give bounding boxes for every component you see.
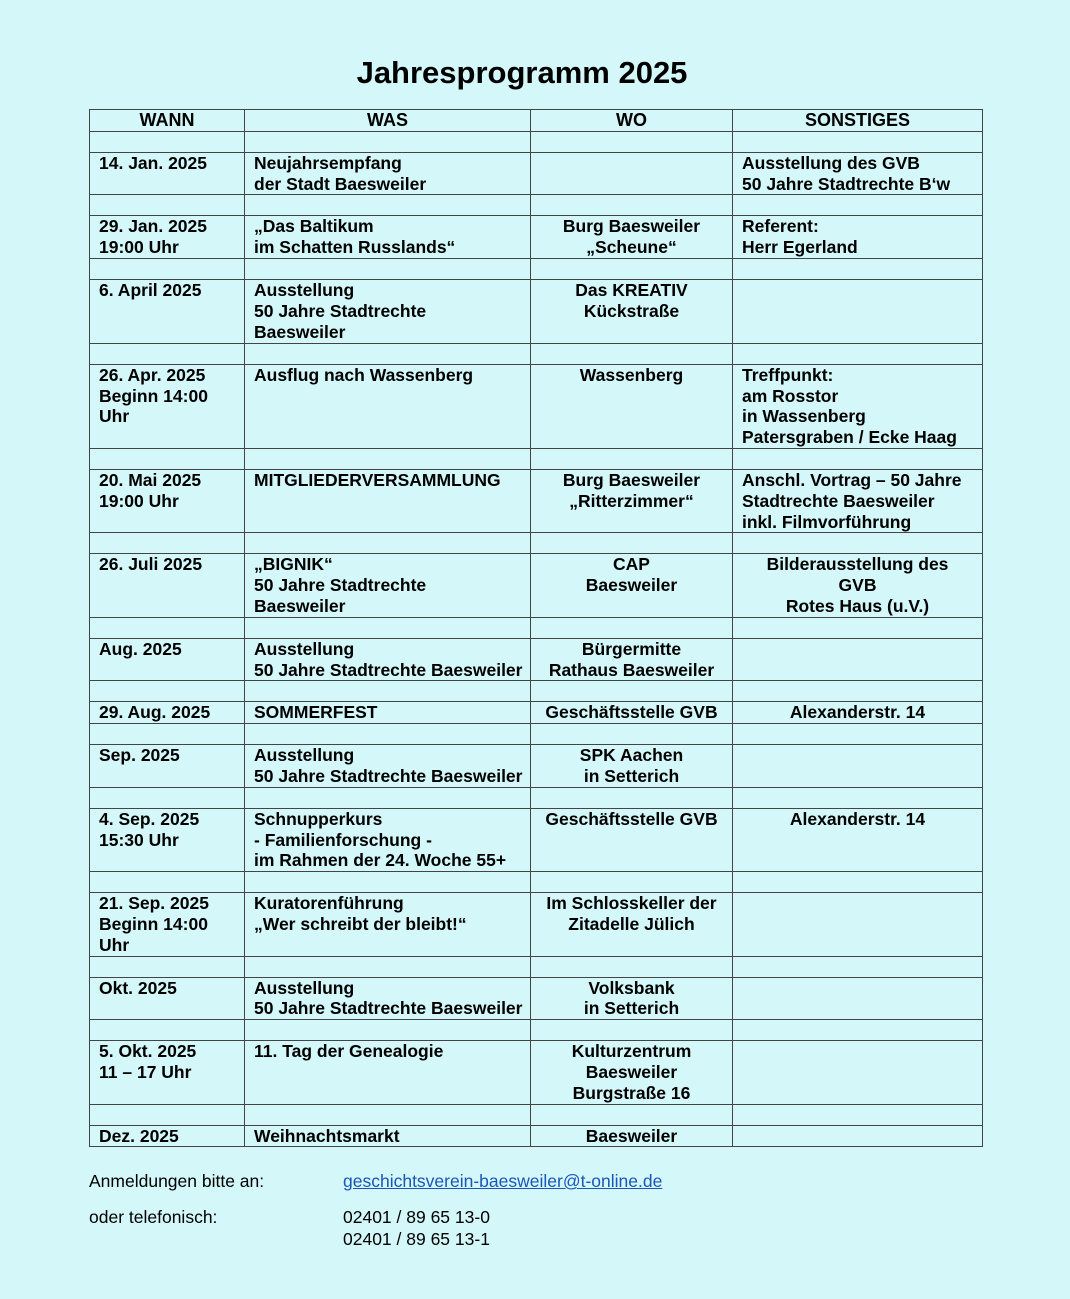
cell-wo bbox=[531, 152, 733, 195]
spacer-cell bbox=[90, 681, 245, 702]
cell-wann: 26. Apr. 2025 Beginn 14:00 Uhr bbox=[90, 364, 245, 448]
table-row bbox=[90, 638, 983, 681]
cell-wann: 6. April 2025 bbox=[90, 280, 245, 343]
spacer-cell bbox=[531, 872, 733, 893]
spacer-cell bbox=[531, 617, 733, 638]
spacer-cell bbox=[733, 448, 983, 469]
cell-sonstiges: Anschl. Vortrag – 50 Jahre Stadtrechte Baesweiler inkl. Filmvorführung bbox=[733, 469, 983, 532]
spacer-row bbox=[90, 872, 983, 893]
spacer-cell bbox=[531, 956, 733, 977]
spacer-cell bbox=[733, 259, 983, 280]
spacer-cell bbox=[531, 343, 733, 364]
header-was: WAS bbox=[245, 110, 531, 132]
table-row bbox=[90, 702, 983, 724]
spacer-cell bbox=[733, 131, 983, 152]
cell-wo: Geschäftsstelle GVB bbox=[531, 808, 733, 871]
program-table bbox=[89, 109, 983, 1147]
phone-row bbox=[89, 1206, 662, 1250]
table-row bbox=[90, 152, 983, 195]
cell-wo: Volksbank in Setterich bbox=[531, 977, 733, 1020]
spacer-row bbox=[90, 724, 983, 745]
cell-was: MITGLIEDERVERSAMMLUNG bbox=[245, 469, 531, 532]
spacer-cell bbox=[733, 787, 983, 808]
cell-wann: 5. Okt. 2025 11 – 17 Uhr bbox=[90, 1041, 245, 1104]
cell-sonstiges: Referent: Herr Egerland bbox=[733, 216, 983, 259]
cell-wo: Wassenberg bbox=[531, 364, 733, 448]
spacer-cell bbox=[531, 195, 733, 216]
spacer-cell bbox=[531, 1104, 733, 1125]
table-row bbox=[90, 1125, 983, 1147]
spacer-cell bbox=[90, 259, 245, 280]
spacer-cell bbox=[90, 872, 245, 893]
table-row bbox=[90, 977, 983, 1020]
spacer-cell bbox=[90, 195, 245, 216]
table-row bbox=[90, 1041, 983, 1104]
spacer-cell bbox=[90, 343, 245, 364]
cell-wo: Burg Baesweiler „Scheune“ bbox=[531, 216, 733, 259]
spacer-cell bbox=[245, 1020, 531, 1041]
spacer-cell bbox=[245, 787, 531, 808]
cell-was: 11. Tag der Genealogie bbox=[245, 1041, 531, 1104]
cell-was: „Das Baltikum im Schatten Russlands“ bbox=[245, 216, 531, 259]
spacer-cell bbox=[245, 724, 531, 745]
spacer-cell bbox=[733, 956, 983, 977]
table-row bbox=[90, 808, 983, 871]
spacer-row bbox=[90, 681, 983, 702]
cell-was: Ausstellung 50 Jahre Stadtrechte Baesweiler bbox=[245, 977, 531, 1020]
spacer-row bbox=[90, 1104, 983, 1125]
page-title: Jahresprogramm 2025 bbox=[356, 55, 688, 90]
cell-wo: Burg Baesweiler „Ritterzimmer“ bbox=[531, 469, 733, 532]
cell-wann: 29. Aug. 2025 bbox=[90, 702, 245, 724]
spacer-cell bbox=[90, 1104, 245, 1125]
cell-was: Schnupperkurs - Familienforschung - im Rahmen der 24. Woche 55+ bbox=[245, 808, 531, 871]
spacer-row bbox=[90, 1020, 983, 1041]
cell-sonstiges bbox=[733, 1041, 983, 1104]
phone-label: oder telefonisch: bbox=[89, 1207, 218, 1227]
spacer-row bbox=[90, 195, 983, 216]
spacer-cell bbox=[245, 195, 531, 216]
spacer-row bbox=[90, 448, 983, 469]
cell-wo: Geschäftsstelle GVB bbox=[531, 702, 733, 724]
spacer-cell bbox=[90, 533, 245, 554]
cell-wo: Baesweiler bbox=[531, 1125, 733, 1147]
spacer-cell bbox=[531, 681, 733, 702]
spacer-cell bbox=[733, 343, 983, 364]
cell-wann: 20. Mai 2025 19:00 Uhr bbox=[90, 469, 245, 532]
contact-footer bbox=[89, 1170, 662, 1264]
cell-was: SOMMERFEST bbox=[245, 702, 531, 724]
cell-was: Ausflug nach Wassenberg bbox=[245, 364, 531, 448]
cell-was: Kuratorenführung „Wer schreibt der bleibt!“ bbox=[245, 893, 531, 956]
cell-wo: SPK Aachen in Setterich bbox=[531, 745, 733, 788]
cell-was: Ausstellung 50 Jahre Stadtrechte Baesweiler bbox=[245, 745, 531, 788]
table-row bbox=[90, 280, 983, 343]
spacer-cell bbox=[90, 617, 245, 638]
header-wo: WO bbox=[531, 110, 733, 132]
program-table-body bbox=[90, 131, 983, 1147]
table-row bbox=[90, 216, 983, 259]
cell-wo: Kulturzentrum Baesweiler Burgstraße 16 bbox=[531, 1041, 733, 1104]
email-link[interactable]: geschichtsverein-baesweiler@t-online.de bbox=[343, 1171, 663, 1191]
spacer-cell bbox=[90, 1020, 245, 1041]
spacer-cell bbox=[531, 259, 733, 280]
spacer-cell bbox=[733, 617, 983, 638]
cell-wo: CAP Baesweiler bbox=[531, 554, 733, 617]
cell-sonstiges: Alexanderstr. 14 bbox=[733, 808, 983, 871]
cell-wann: Sep. 2025 bbox=[90, 745, 245, 788]
table-row bbox=[90, 364, 983, 448]
spacer-row bbox=[90, 131, 983, 152]
spacer-cell bbox=[90, 131, 245, 152]
table-header-row bbox=[90, 110, 983, 132]
table-row bbox=[90, 469, 983, 532]
cell-wann: Dez. 2025 bbox=[90, 1125, 245, 1147]
spacer-cell bbox=[531, 724, 733, 745]
cell-sonstiges bbox=[733, 1125, 983, 1147]
spacer-cell bbox=[90, 448, 245, 469]
cell-was: Ausstellung 50 Jahre Stadtrechte Baesweiler bbox=[245, 638, 531, 681]
spacer-cell bbox=[733, 1020, 983, 1041]
spacer-cell bbox=[245, 259, 531, 280]
spacer-cell bbox=[245, 956, 531, 977]
spacer-cell bbox=[531, 787, 733, 808]
spacer-cell bbox=[733, 724, 983, 745]
table-row bbox=[90, 745, 983, 788]
cell-wann: 29. Jan. 2025 19:00 Uhr bbox=[90, 216, 245, 259]
cell-wann: Aug. 2025 bbox=[90, 638, 245, 681]
cell-sonstiges bbox=[733, 638, 983, 681]
cell-wo: Bürgermitte Rathaus Baesweiler bbox=[531, 638, 733, 681]
cell-sonstiges bbox=[733, 280, 983, 343]
spacer-row bbox=[90, 787, 983, 808]
spacer-cell bbox=[733, 533, 983, 554]
spacer-cell bbox=[90, 956, 245, 977]
spacer-cell bbox=[245, 533, 531, 554]
cell-wann: 14. Jan. 2025 bbox=[90, 152, 245, 195]
cell-was: Neujahrsempfang der Stadt Baesweiler bbox=[245, 152, 531, 195]
spacer-cell bbox=[531, 533, 733, 554]
phone-numbers: 02401 / 89 65 13-0 02401 / 89 65 13-1 bbox=[343, 1207, 490, 1249]
spacer-cell bbox=[90, 787, 245, 808]
cell-sonstiges: Ausstellung des GVB 50 Jahre Stadtrechte B‘w bbox=[733, 152, 983, 195]
cell-wann: 4. Sep. 2025 15:30 Uhr bbox=[90, 808, 245, 871]
table-row bbox=[90, 893, 983, 956]
spacer-cell bbox=[245, 872, 531, 893]
cell-wo: Das KREATIV Kückstraße bbox=[531, 280, 733, 343]
cell-sonstiges bbox=[733, 893, 983, 956]
spacer-cell bbox=[531, 448, 733, 469]
spacer-cell bbox=[245, 448, 531, 469]
cell-wann: Okt. 2025 bbox=[90, 977, 245, 1020]
spacer-cell bbox=[733, 872, 983, 893]
cell-was: Ausstellung 50 Jahre Stadtrechte Baesweiler bbox=[245, 280, 531, 343]
cell-sonstiges bbox=[733, 745, 983, 788]
cell-sonstiges: Alexanderstr. 14 bbox=[733, 702, 983, 724]
spacer-row bbox=[90, 259, 983, 280]
cell-sonstiges: Treffpunkt: am Rosstor in Wassenberg Patersgraben / Ecke Haag bbox=[733, 364, 983, 448]
spacer-cell bbox=[245, 681, 531, 702]
cell-wo: Im Schlosskeller der Zitadelle Jülich bbox=[531, 893, 733, 956]
spacer-row bbox=[90, 956, 983, 977]
spacer-cell bbox=[733, 1104, 983, 1125]
header-wann: WANN bbox=[90, 110, 245, 132]
spacer-cell bbox=[90, 724, 245, 745]
spacer-row bbox=[90, 617, 983, 638]
spacer-row bbox=[90, 533, 983, 554]
cell-sonstiges: Bilderausstellung des GVB Rotes Haus (u.V.) bbox=[733, 554, 983, 617]
spacer-cell bbox=[531, 1020, 733, 1041]
spacer-cell bbox=[245, 343, 531, 364]
cell-was: Weihnachtsmarkt bbox=[245, 1125, 531, 1147]
spacer-cell bbox=[733, 195, 983, 216]
spacer-cell bbox=[245, 617, 531, 638]
cell-wann: 26. Juli 2025 bbox=[90, 554, 245, 617]
registration-label: Anmeldungen bitte an: bbox=[89, 1171, 265, 1191]
table-row bbox=[90, 554, 983, 617]
cell-sonstiges bbox=[733, 977, 983, 1020]
cell-wann: 21. Sep. 2025 Beginn 14:00 Uhr bbox=[90, 893, 245, 956]
header-sonstiges: SONSTIGES bbox=[733, 110, 983, 132]
spacer-row bbox=[90, 343, 983, 364]
spacer-cell bbox=[245, 131, 531, 152]
spacer-cell bbox=[531, 131, 733, 152]
registration-row bbox=[89, 1170, 662, 1192]
cell-was: „BIGNIK“ 50 Jahre Stadtrechte Baesweiler bbox=[245, 554, 531, 617]
spacer-cell bbox=[245, 1104, 531, 1125]
spacer-cell bbox=[733, 681, 983, 702]
